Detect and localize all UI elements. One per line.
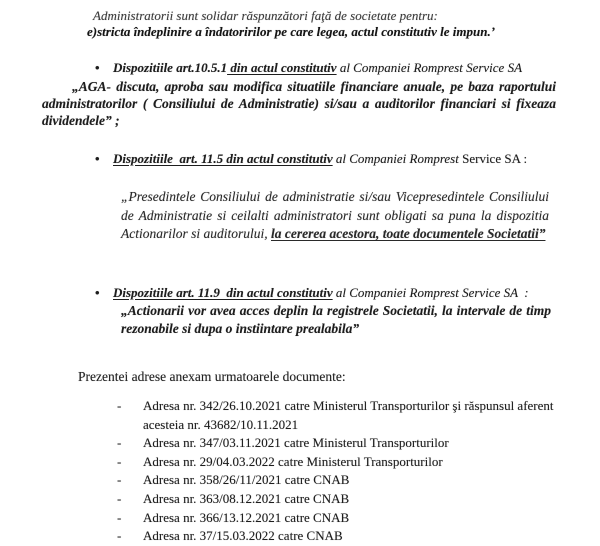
list-item [117, 434, 572, 453]
dash-marker: - [117, 472, 122, 488]
list-item-text: Adresa nr. 366/13.12.2021 catre CNAB [143, 509, 350, 525]
bullet2-title-italic: al Companiei Romprest [332, 151, 463, 166]
list-item [117, 490, 572, 509]
bullet1-title: Dispozitiile art.10.5.1 [113, 60, 228, 75]
list-item [117, 527, 572, 546]
bullet3-quote-paragraph: „Actionarii vor avea acces deplin la registrele Societatii, la intervale de timp rezonabile si dupa o instiintare prealabila” [121, 303, 551, 336]
bullet3-title-rest: al Companiei Romprest Service SA : [332, 285, 529, 300]
bullet-item-art-11-9 [95, 285, 529, 301]
list-item-text: Adresa nr. 29/04.03.2022 catre Ministerul Transporturilor [143, 453, 443, 469]
list-item-text: Adresa nr. 363/08.12.2021 catre CNAB [143, 490, 350, 506]
bullet1-title-underlined: din actul constitutiv [227, 60, 337, 75]
list-item [117, 471, 572, 490]
intro-line-1: Administratorii sunt solidar răspunzători faţă de societate pentru: [93, 8, 438, 23]
dash-marker: - [117, 398, 122, 413]
intro-line-2: e)stricta îndeplinire a îndatoririlor pe care legea, actul constitutiv le impun.’ [87, 24, 496, 39]
dash-marker: - [117, 453, 122, 469]
list-item-text: Adresa nr. 347/03.11.2021 catre Ministerul Transporturilor [143, 435, 449, 451]
bullet2-quote-paragraph [121, 188, 553, 244]
bullet2-title-plain: Service SA : [462, 151, 528, 166]
bullet2-quote-emphasis: la cererea acestora, toate documentele Societatii” [271, 226, 546, 241]
bullet-icon: • [95, 285, 100, 300]
bullet1-title-rest: al Companiei Romprest Service SA [336, 60, 523, 75]
bullet2-quote-regular: „Presedintele Consiliului de administratie si/sau Vicepresedintele Consiliului de Administratie si ceilalti administratori sunt obligati sa puna la dispozitia Actionarilor si auditorului, [121, 189, 553, 241]
list-item [117, 397, 572, 434]
dash-marker: - [117, 435, 122, 451]
bullet-icon: • [95, 151, 100, 166]
bullet2-title-underlined: Dispozitiile art. 11.5 din actul constitutiv [113, 151, 333, 166]
attachments-list [117, 397, 572, 546]
list-item [117, 509, 572, 528]
bullet-item-art-10-5-1 [95, 60, 522, 76]
bullet3-title-underlined: Dispozitiile art. 11.9 din actul constitutiv [113, 285, 333, 300]
list-item-text: Adresa nr. 358/26/11/2021 catre CNAB [143, 472, 350, 488]
list-item-text: Adresa nr. 37/15.03.2022 catre CNAB [143, 528, 343, 544]
dash-marker: - [117, 490, 122, 506]
dash-marker: - [117, 509, 122, 525]
attachments-intro: Prezentei adrese anexam urmatoarele documente: [78, 369, 346, 384]
list-item-text: Adresa nr. 342/26.10.2021 catre Ministerul Transporturilor şi răspunsul aferent acesteia nr. 43682/10.11.2021 [143, 398, 554, 432]
dash-marker: - [117, 528, 122, 544]
bullet1-quote-paragraph: „AGA- discuta, aproba sau modifica situatiile financiare anuale, pe baza raportului administratorilor ( Consiliului de Administratie) si/sau a auditorilor financiari si fixeaza dividendele” ; [42, 79, 556, 128]
list-item [117, 453, 572, 472]
bullet-icon: • [95, 60, 100, 75]
bullet-item-art-11-5 [95, 151, 527, 167]
